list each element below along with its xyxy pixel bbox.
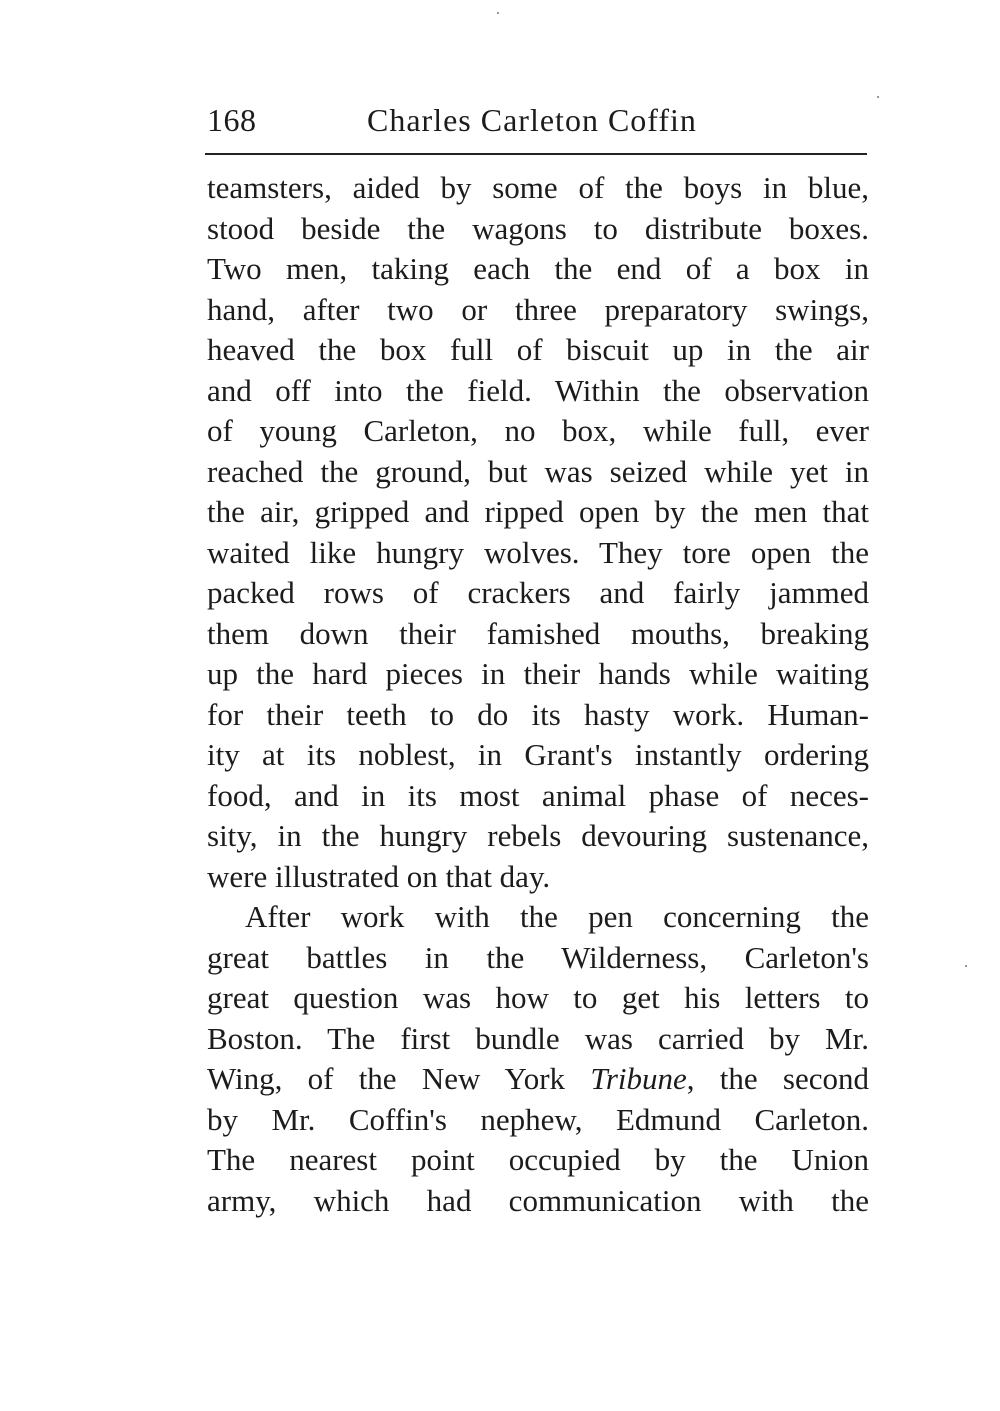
italic-title: Tribune — [590, 1061, 687, 1096]
text-line: heaved the box full of biscuit up in the air — [207, 332, 869, 367]
text-line: up the hard pieces in their hands while waiting — [207, 656, 869, 691]
scan-speck — [497, 12, 499, 14]
text-line: After work with the pen concerning the — [245, 899, 869, 934]
text-line: hand, after two or three preparatory swings, — [207, 291, 869, 327]
text-line: and off into the field. Within the observation — [207, 372, 869, 408]
text-line: Two men, taking each the end of a box in — [207, 251, 869, 286]
text-line: for their teeth to do its hasty work. Human- — [207, 696, 869, 732]
text-line: of young Carleton, no box, while full, ever — [207, 413, 869, 448]
scan-speck — [877, 96, 879, 98]
text-line: great battles in the Wilderness, Carleton's — [207, 939, 869, 975]
text-line: army, which had communication with the — [207, 1182, 869, 1218]
text-line: teamsters, aided by some of the boys in blue, — [207, 170, 869, 205]
header-rule — [205, 153, 867, 155]
running-title: Charles Carleton Coffin — [367, 102, 697, 138]
text-line: sity, in the hungry rebels devouring sustenance, — [207, 818, 869, 853]
scan-speck — [965, 965, 967, 967]
text-line-with-italic — [207, 1059, 869, 1100]
text-line: stood beside the wagons to distribute boxes. — [207, 210, 869, 246]
text-segment: Wing, of the New York — [207, 1061, 591, 1096]
text-segment: , the second — [686, 1061, 869, 1096]
body-text — [207, 168, 869, 1221]
text-line: by Mr. Coffin's nephew, Edmund Carleton. — [207, 1101, 869, 1137]
text-line: Boston. The first bundle was carried by Mr. — [207, 1020, 869, 1056]
text-line: them down their famished mouths, breaking — [207, 615, 869, 651]
text-line: great question was how to get his letters to — [207, 980, 869, 1015]
text-line: the air, gripped and ripped open by the men that — [207, 494, 869, 529]
text-line: were illustrated on that day. — [207, 858, 551, 894]
text-line: ity at its noblest, in Grant's instantly ordering — [207, 737, 869, 772]
running-head — [207, 98, 869, 148]
text-line: The nearest point occupied by the Union — [207, 1142, 869, 1177]
text-line: reached the ground, but was seized while yet in — [207, 453, 869, 489]
text-line: packed rows of crackers and fairly jammed — [207, 575, 869, 610]
page-number: 168 — [207, 102, 257, 138]
text-line: food, and in its most animal phase of neces- — [207, 777, 869, 813]
text-line: waited like hungry wolves. They tore open the — [207, 534, 869, 570]
